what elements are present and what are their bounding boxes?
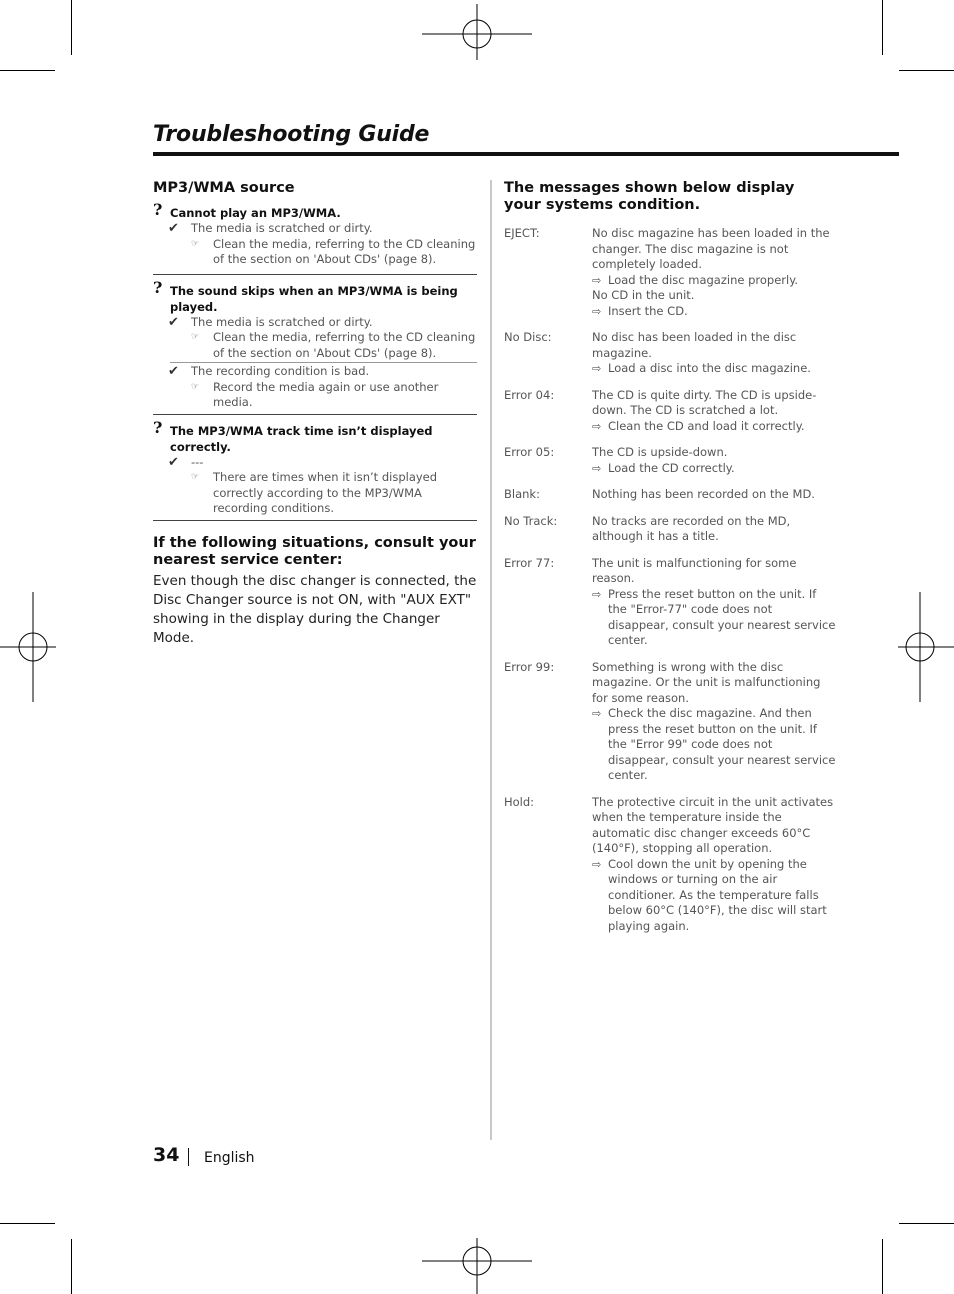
pointing-hand-icon: ☞ [191, 472, 200, 482]
message-label: No Disc: [504, 330, 552, 344]
message-no-disc [504, 330, 836, 377]
registration-mark-top [422, 4, 532, 60]
registration-mark-right [898, 592, 954, 702]
question-row [153, 417, 477, 455]
remedy-text: Clean the media, referring to the CD cleaning of the section on 'About CDs' (page 8). [213, 330, 476, 360]
question-text: Cannot play an MP3/WMA. [170, 206, 341, 220]
message-label: Error 77: [504, 555, 555, 570]
service-center-text: Even though the disc changer is connected, the Disc Changer source is not ON, with "AUX EXT" showing in the display during the Changer Mode. [153, 572, 477, 646]
message-text: Nothing has been recorded on the MD. [592, 487, 815, 501]
registration-mark-bottom [422, 1238, 532, 1294]
remedy-row [153, 330, 477, 361]
message-action: Load the CD correctly. [608, 460, 735, 475]
message-hold [504, 795, 836, 935]
cause-text: The media is scratched or dirty. [191, 314, 373, 329]
pointing-hand-icon: ☞ [191, 332, 200, 342]
registration-mark-left [0, 592, 56, 702]
message-eject [504, 226, 836, 319]
arrow-right-icon: ⇨ [592, 707, 602, 720]
arrow-right-icon: ⇨ [592, 304, 602, 318]
message-label: Hold: [504, 794, 535, 809]
item-divider [153, 274, 477, 275]
question-mark-icon: ? [153, 200, 163, 219]
arrow-right-icon: ⇨ [592, 857, 602, 871]
remedy-text: Record the media again or use another media. [213, 379, 439, 409]
cause-text: --- [191, 454, 204, 469]
arrow-right-icon: ⇨ [592, 587, 602, 601]
pointing-hand-icon: ☞ [191, 381, 200, 392]
message-label: Error 04: [504, 387, 555, 402]
message-error-04 [504, 388, 836, 435]
title-rule [153, 152, 899, 156]
left-column [153, 180, 477, 648]
right-column [504, 180, 836, 945]
message-text: Something is wrong with the disc magazine. Or the unit is malfunctioning for some reason. [592, 659, 821, 705]
message-action: Load a disc into the disc magazine. [608, 361, 811, 375]
section-heading-service-center: If the following situations, consult your nearest service center: [153, 534, 476, 568]
message-error-77 [504, 556, 836, 649]
remedy-row [153, 237, 477, 268]
question-mark-icon: ? [153, 417, 163, 437]
message-error-05 [504, 445, 836, 476]
trouble-item [153, 277, 477, 415]
remedy-text: Clean the media, referring to the CD cleaning of the section on 'About CDs' (page 8). [213, 236, 476, 266]
message-label: Error 05: [504, 445, 555, 459]
remedy-row [153, 470, 477, 517]
arrow-right-icon: ⇨ [592, 362, 602, 375]
section-heading-mp3-wma: MP3/WMA source [153, 180, 295, 196]
cause-text: The media is scratched or dirty. [191, 221, 373, 235]
item-divider [153, 414, 477, 415]
message-action: Check the disc magazine. And then press the reset button on the unit. If the "Error 99" code does not disappear, consult your nearest service center. [608, 706, 836, 782]
message-no-track [504, 514, 836, 545]
message-text: The CD is quite dirty. The CD is upside-down. The CD is scratched a lot. [592, 387, 817, 417]
message-label: EJECT: [504, 226, 540, 240]
footer-divider [188, 1148, 189, 1166]
check-mark-icon: ✔ [168, 221, 179, 236]
cause-divider [170, 362, 477, 363]
cause-row [153, 221, 477, 237]
remedy-text: There are times when it isn’t displayed correctly according to the MP3/WMA recording conditions. [213, 470, 438, 515]
question-text: The MP3/WMA track time isn’t displayed correctly. [170, 423, 433, 454]
arrow-right-icon: ⇨ [592, 419, 602, 433]
question-mark-icon: ? [153, 277, 163, 297]
message-error-99 [504, 660, 836, 784]
message-label: Error 99: [504, 659, 555, 674]
message-text: No disc has been loaded in the disc magazine. [592, 330, 797, 360]
cause-row [153, 364, 477, 380]
question-text: The sound skips when an MP3/WMA is being played. [170, 283, 458, 314]
message-text: No disc magazine has been loaded in the changer. The disc magazine is not completely loaded. [592, 226, 830, 271]
arrow-right-icon: ⇨ [592, 273, 602, 287]
pointing-hand-icon: ☞ [191, 238, 200, 249]
trouble-item [153, 417, 477, 521]
message-blank [504, 487, 836, 503]
page-language: English [204, 1150, 255, 1166]
message-text: No CD in the unit. [592, 288, 695, 302]
check-mark-icon: ✔ [168, 454, 179, 470]
message-label: No Track: [504, 513, 558, 528]
message-action: Clean the CD and load it correctly. [608, 418, 805, 433]
arrow-right-icon: ⇨ [592, 461, 602, 475]
item-divider [153, 520, 477, 521]
trouble-item [153, 200, 477, 275]
message-text: No tracks are recorded on the MD, although it has a title. [592, 513, 791, 543]
messages-heading: The messages shown below display your systems condition. [504, 180, 795, 213]
message-action: Cool down the unit by opening the windows or turning on the air conditioner. As the temperature falls below 60°C (140°F), the disc will start playing again. [608, 856, 827, 933]
cause-row [153, 455, 477, 471]
page-title: Troubleshooting Guide [153, 122, 430, 147]
message-action: Press the reset button on the unit. If the "Error-77" code does not disappear, consult your nearest service center. [608, 586, 836, 647]
check-mark-icon: ✔ [168, 364, 179, 379]
message-action: Load the disc magazine properly. [608, 272, 799, 287]
question-row [153, 200, 477, 221]
cause-text: The recording condition is bad. [191, 364, 370, 378]
remedy-row [153, 380, 477, 411]
question-row [153, 277, 477, 315]
message-text: The protective circuit in the unit activates when the temperature inside the automatic disc changer exceeds 60°C (140°F), stopping all operation. [592, 794, 834, 855]
page-number: 34 [153, 1144, 180, 1166]
message-text: The unit is malfunctioning for some reason. [592, 555, 797, 585]
message-label: Blank: [504, 487, 540, 501]
message-action: Insert the CD. [608, 303, 688, 318]
check-mark-icon: ✔ [168, 314, 179, 330]
cause-row [153, 315, 477, 331]
message-text: The CD is upside-down. [592, 445, 728, 459]
column-divider [490, 180, 492, 1140]
